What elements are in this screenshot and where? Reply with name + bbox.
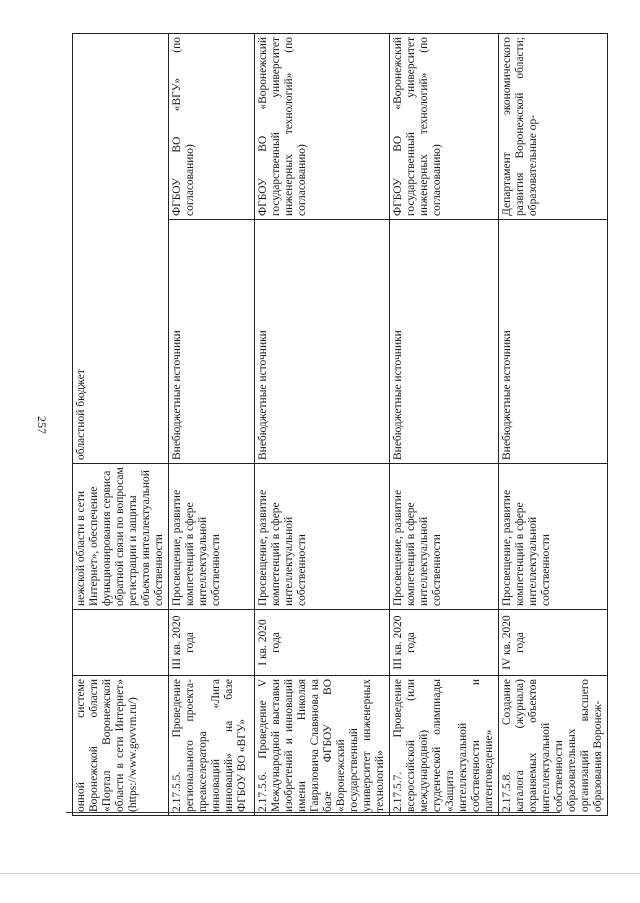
executor-cell: ФГБОУ ВО «ВГУ» (по согласованию) <box>169 33 255 219</box>
event-cell: 2.17.5.6. Проведение V Международной выставки изобретений и инноваций имени Николая Гавриловича Славянова на базе ФГБОУ ВО «Воронежский государственный университет инженерных технологий» <box>255 676 390 816</box>
event-cell: онной системе Воронежской области «Портал Воронежской области в сети Интернет» (https://www.govvrn.ru/) <box>73 676 169 816</box>
event-cell: 2.17.5.5. Проведение регионального проекта-преакселератора инноваций «Лига инноваций» на базе ФГБОУ ВО «ВГУ» <box>169 676 255 816</box>
table-row <box>499 33 608 815</box>
source-cell: Внебюджетные источники <box>169 220 255 464</box>
plan-table <box>72 33 608 816</box>
event-cell: 2.17.5.8. Создание каталога (журнала) охраняемых объектов интеллектуальной собственности образовательных организаций высшего образования Воронеж- <box>499 676 608 816</box>
page-number: 257 <box>35 416 49 434</box>
footer-rule <box>66 812 560 813</box>
deadline-cell: III кв. 2020 года <box>169 610 255 676</box>
source-cell: Внебюджетные источники <box>390 220 499 464</box>
table-row <box>255 33 390 815</box>
deadline-cell <box>73 610 169 676</box>
source-cell: Внебюджетные источники <box>499 220 608 464</box>
table-row <box>169 33 255 815</box>
table-row <box>390 33 499 815</box>
deadline-cell: III кв. 2020 года <box>390 610 499 676</box>
deadline-cell: IV кв. 2020 года <box>499 610 608 676</box>
deadline-cell: I кв. 2020 года <box>255 610 390 676</box>
rotated-table-container <box>72 34 604 816</box>
result-cell: Просвещение, развитие компетенций в сфере интеллектуальной собственности <box>499 464 608 610</box>
source-cell: областной бюджет <box>73 33 169 463</box>
event-cell: 2.17.5.7. Проведение всероссийской (или международной) студенческой олимпиады «Защита интеллектуальной собственности и патентоведение» <box>390 676 499 816</box>
result-cell: Просвещение, развитие компетенций в сфере интеллектуальной собственности <box>169 464 255 610</box>
source-cell: Внебюджетные источники <box>255 220 390 464</box>
result-cell: Просвещение, развитие компетенций в сфере интеллектуальной собственности <box>255 464 390 610</box>
table-row <box>73 33 169 815</box>
executor-cell: ФГБОУ ВО «Воронежский государственный университет инженерных технологий» (по согласованию) <box>390 33 499 219</box>
page-edge-line <box>0 873 640 874</box>
executor-cell: Департамент экономического развития Воронежской области; образовательные ор- <box>499 33 608 219</box>
executor-cell: ФГБОУ ВО «Воронежский государственный университет инженерных технологий» (по согласованию) <box>255 33 390 219</box>
result-cell: Просвещение, развитие компетенций в сфере интеллектуальной собственности <box>390 464 499 610</box>
result-cell: нежской области в сети Интернет», обеспечение функционирования сервиса обратной связи по вопросам регистрации и защиты объектов интеллектуальной собственности <box>73 464 169 610</box>
